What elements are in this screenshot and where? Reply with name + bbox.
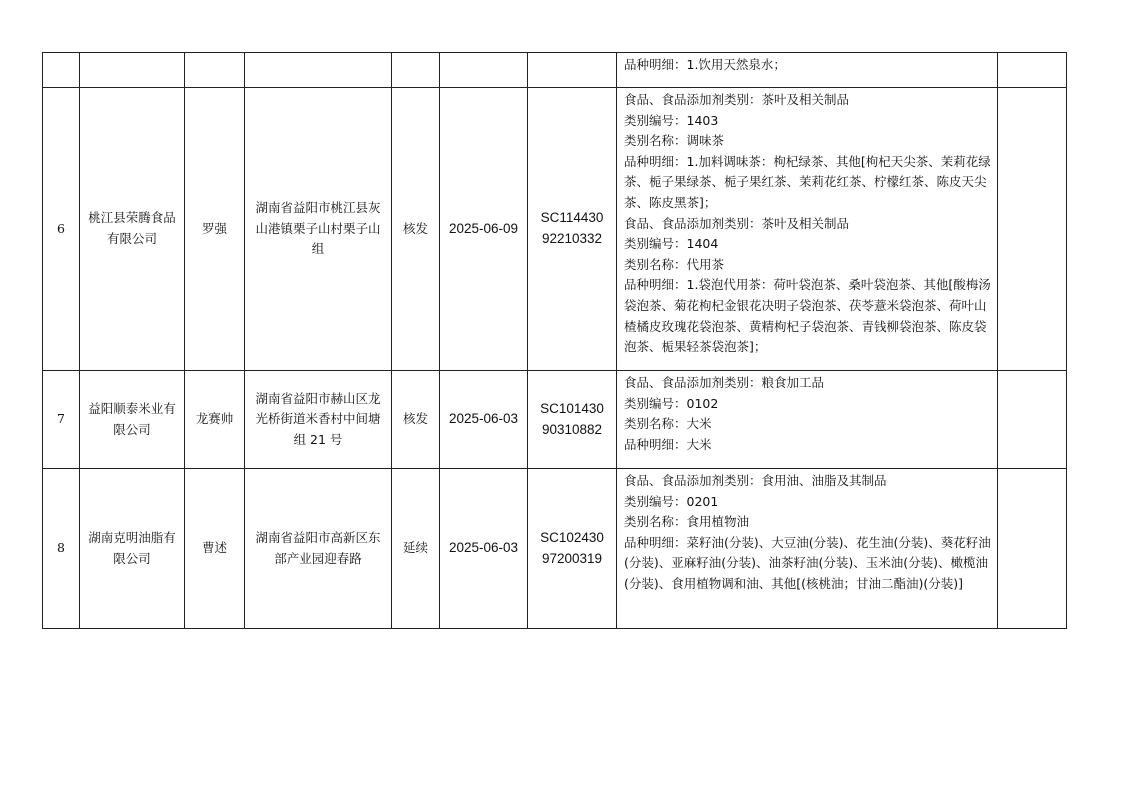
note-cell [998,53,1067,88]
license-cell [528,88,617,371]
date-cell-text: 2025-06-09 [448,220,519,236]
seq-cell [43,53,80,88]
date-cell-text: 2025-06-03 [448,411,519,427]
detail-line: 食品、食品添加剂类别：茶叶及相关制品 [624,92,850,107]
detail-line: 品种明细：菜籽油(分装)、大豆油(分装)、花生油(分装)、葵花籽油(分装)、亚麻籽油(分装)、油茶籽油(分装)、玉米油(分装)、橄榄油(分装)、食用植物调和油、其他[(核桃油；甘油二酯油)(分装)] [624,534,991,591]
action-cell-text: 延续 [402,540,428,556]
table-row [43,371,1067,469]
legal-rep-cell-text: 罗强 [201,220,227,236]
company-cell-text: 桃江县荣腾食品有限公司 [88,210,176,246]
detail-line: 食品、食品添加剂类别：粮食加工品 [624,375,825,390]
company-cell [80,88,185,371]
seq-cell-text: 6 [57,220,65,236]
address-cell [245,88,392,371]
address-cell [245,371,392,469]
detail-cell [617,371,998,469]
detail-line: 品种明细：1.袋泡代用茶：荷叶袋泡茶、桑叶袋泡茶、其他[酸梅汤袋泡茶、菊花枸杞金银花决明子袋泡茶、茯苓薏米袋泡茶、荷叶山楂橘皮玫瑰花袋泡茶、黄精枸杞子袋泡茶、青钱柳袋泡茶、陈皮袋泡茶、栀果轻茶袋泡茶]； [624,277,991,355]
legal-rep-cell [185,371,245,469]
license-cell [528,469,617,629]
detail-line: 食品、食品添加剂类别：茶叶及相关制品 [624,215,850,231]
action-cell [392,371,440,469]
license-cell [528,53,617,88]
company-cell-text: 湖南克明油脂有限公司 [88,529,176,566]
detail-line: 品种明细：1.饮用天然泉水； [624,57,786,72]
detail-cell [617,53,998,88]
date-cell [440,469,528,629]
license-number: SC10243097200319 [540,529,604,566]
action-cell-text: 核发 [402,411,428,427]
legal-rep-cell [185,53,245,88]
company-cell [80,469,185,629]
address-cell-text: 湖南省益阳市高新区东部产业园迎春路 [255,529,381,566]
legal-rep-cell-text: 龙赛帅 [195,411,234,427]
license-cell [528,371,617,469]
table-row [43,53,1067,88]
address-cell [245,469,392,629]
seq-cell [43,88,80,371]
license-table [42,52,1067,629]
company-cell [80,53,185,88]
action-cell [392,53,440,88]
detail-line: 类别名称：调味茶 [624,133,725,149]
detail-line: 类别名称：代用茶 [624,256,725,272]
action-cell [392,469,440,629]
detail-line: 品种明细：1.加料调味茶：枸杞绿茶、其他[枸杞天尖茶、茉莉花绿茶、栀子果绿茶、栀子果红茶、茉莉花红茶、柠檬红茶、陈皮天尖茶、陈皮黑茶]； [624,153,991,210]
note-cell [998,469,1067,629]
license-number: SC11443092210332 [540,210,604,246]
date-cell [440,53,528,88]
seq-cell-text: 7 [57,411,65,427]
seq-cell [43,469,80,629]
note-cell [998,371,1067,469]
company-cell [80,371,185,469]
detail-line: 类别编号：0201 [624,493,719,509]
seq-cell [43,371,80,469]
legal-rep-cell-text: 曹述 [201,540,227,556]
action-cell [392,88,440,371]
detail-line: 类别编号：1403 [624,112,719,128]
detail-cell [617,469,998,629]
address-cell-text: 湖南省益阳市桃江县灰山港镇栗子山村栗子山组 [255,200,381,257]
legal-rep-cell [185,88,245,371]
detail-cell [617,88,998,371]
detail-line: 品种明细：大米 [624,436,712,452]
company-cell-text: 益阳顺泰米业有限公司 [88,400,176,437]
detail-line: 食品、食品添加剂类别：食用油、油脂及其制品 [624,473,887,488]
date-cell [440,371,528,469]
detail-line: 类别名称：大米 [624,416,712,432]
table-row [43,469,1067,629]
detail-line: 类别名称：食用植物油 [624,514,750,530]
license-number: SC10143090310882 [540,400,604,437]
detail-line: 类别编号：1404 [624,236,719,252]
note-cell [998,88,1067,371]
legal-rep-cell [185,469,245,629]
action-cell-text: 核发 [402,220,428,236]
detail-line: 类别编号：0102 [624,395,719,411]
address-cell-text: 湖南省益阳市赫山区龙光桥街道米香村中间塘组 21 号 [255,390,381,447]
address-cell [245,53,392,88]
date-cell-text: 2025-06-03 [448,540,519,556]
table-row [43,88,1067,371]
date-cell [440,88,528,371]
seq-cell-text: 8 [57,540,65,556]
